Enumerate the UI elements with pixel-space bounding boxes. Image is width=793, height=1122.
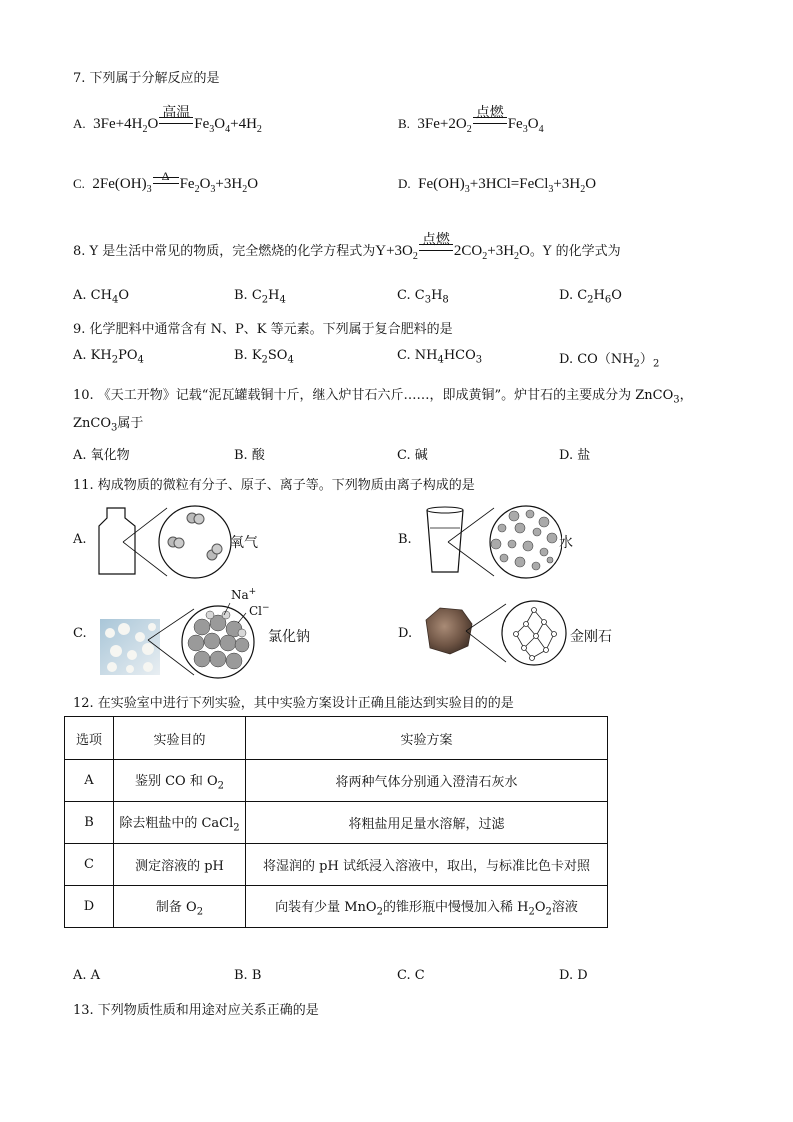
q7-option-b: B. $3Fe+2O_2$ 点燃 $Fe_3O_4$ [398,106,544,135]
table-row [65,760,608,802]
q11-c-name: 氯化钠 [268,629,310,645]
q9-option-b: B. $K_2SO_4$ [234,348,294,366]
q10-option-c: C. 碱 [397,448,428,463]
row-option: B [65,802,114,844]
q10-line1: 10. 《天工开物》记载“泥瓦罐载铜十斤，继入炉甘石六斤……，即成黄铜”。炉甘石的主要成分为 ZnCO$_3$， [73,388,693,406]
diamond-figure [422,598,572,668]
row-option: C [65,844,114,886]
row-option: A [65,760,114,802]
q11-stem: 11. 构成物质的微粒有分子、原子、离子等。下列物质由离子构成的是 [73,478,475,493]
q11-c-label: C. [73,626,87,641]
q8-stem: 8. Y 是生活中常见的物质，完全燃烧的化学方程式为$Y+3O_2$ 点燃 $2CO_2+3H_2O$。Y 的化学式为 [73,233,621,262]
q10-line2: ZnCO$_3$属于 [73,416,144,434]
table-row [65,844,608,886]
q10-option-b: B. 酸 [234,448,265,463]
q7-option-d: D. $Fe(OH)_3+3HCl=FeCl_3+3H_2O$ [398,176,597,195]
table-header-row [65,717,608,760]
row-plan: 将两种气体分别通入澄清石灰水 [246,760,608,802]
q11-b-label: B. [398,532,412,547]
header-option: 选项 [65,717,114,760]
header-plan: 实验方案 [246,717,608,760]
q8-option-a: A. $CH_4O$ [73,288,129,306]
q12-answer-c: C. C [397,968,425,983]
q11-b-name: 水 [559,535,573,551]
q12-answer-d: D. D [559,968,588,983]
chloride-ion-label: Cl− [249,603,270,618]
row-plan: 将粗盐用足量水溶解，过滤 [246,802,608,844]
q10-option-d: D. 盐 [559,448,591,463]
water-glass-figure [422,500,562,580]
row-goal: 测定溶液的 pH [114,844,246,886]
q11-d-name: 金刚石 [570,629,612,645]
q12-answer-b: B. B [234,968,262,983]
q9-option-d: D. $CO(NH_2)_2$ [559,352,660,370]
q12-answer-a: A. A [73,968,101,983]
row-goal: 鉴别 CO 和 $O_2$ [114,760,246,802]
row-plan: 将湿润的 pH 试纸浸入溶液中，取出，与标准比色卡对照 [246,844,608,886]
sodium-ion-label: Na+ [231,587,257,602]
q11-a-label: A. [73,532,87,547]
q7-option-a: A. $3Fe+4H_2O$ 高温 $Fe_3O_4+4H_2$ [73,106,262,135]
q7-option-c: C. $2Fe(OH)_3$ Δ $Fe_2O_3+3H_2O$ [73,169,259,195]
table-row [65,886,608,928]
q8-option-b: B. $C_2H_4$ [234,288,286,306]
q9-option-a: A. $KH_2PO_4$ [73,348,144,366]
experiment-table [64,716,608,928]
header-goal: 实验目的 [114,717,246,760]
q7-stem: 7. 下列属于分解反应的是 [73,71,220,86]
q11-d-label: D. [398,626,413,641]
q11-a-name: 氧气 [230,535,258,551]
q8-option-d: D. $C_2H_6O$ [559,288,622,306]
q13-stem: 13. 下列物质性质和用途对应关系正确的是 [73,1003,319,1018]
row-goal: 除去粗盐中的 CaCl$_2$ [114,802,246,844]
q10-option-a: A. 氧化物 [73,448,130,463]
q9-option-c: C. $NH_4HCO_3$ [397,348,483,366]
row-goal: 制备 $O_2$ [114,886,246,928]
row-plan: 向装有少量 MnO$_2$的锥形瓶中慢慢加入稀 $H_2O_2$溶液 [246,886,608,928]
oxygen-bottle-figure [95,500,235,580]
row-option: D [65,886,114,928]
q8-option-c: C. $C_3H_8$ [397,288,449,306]
q9-stem: 9. 化学肥料中通常含有 N、P、K 等元素。下列属于复合肥料的是 [73,322,453,337]
table-row [65,802,608,844]
q12-stem: 12. 在实验室中进行下列实验，其中实验方案设计正确且能达到实验目的的是 [73,696,514,711]
